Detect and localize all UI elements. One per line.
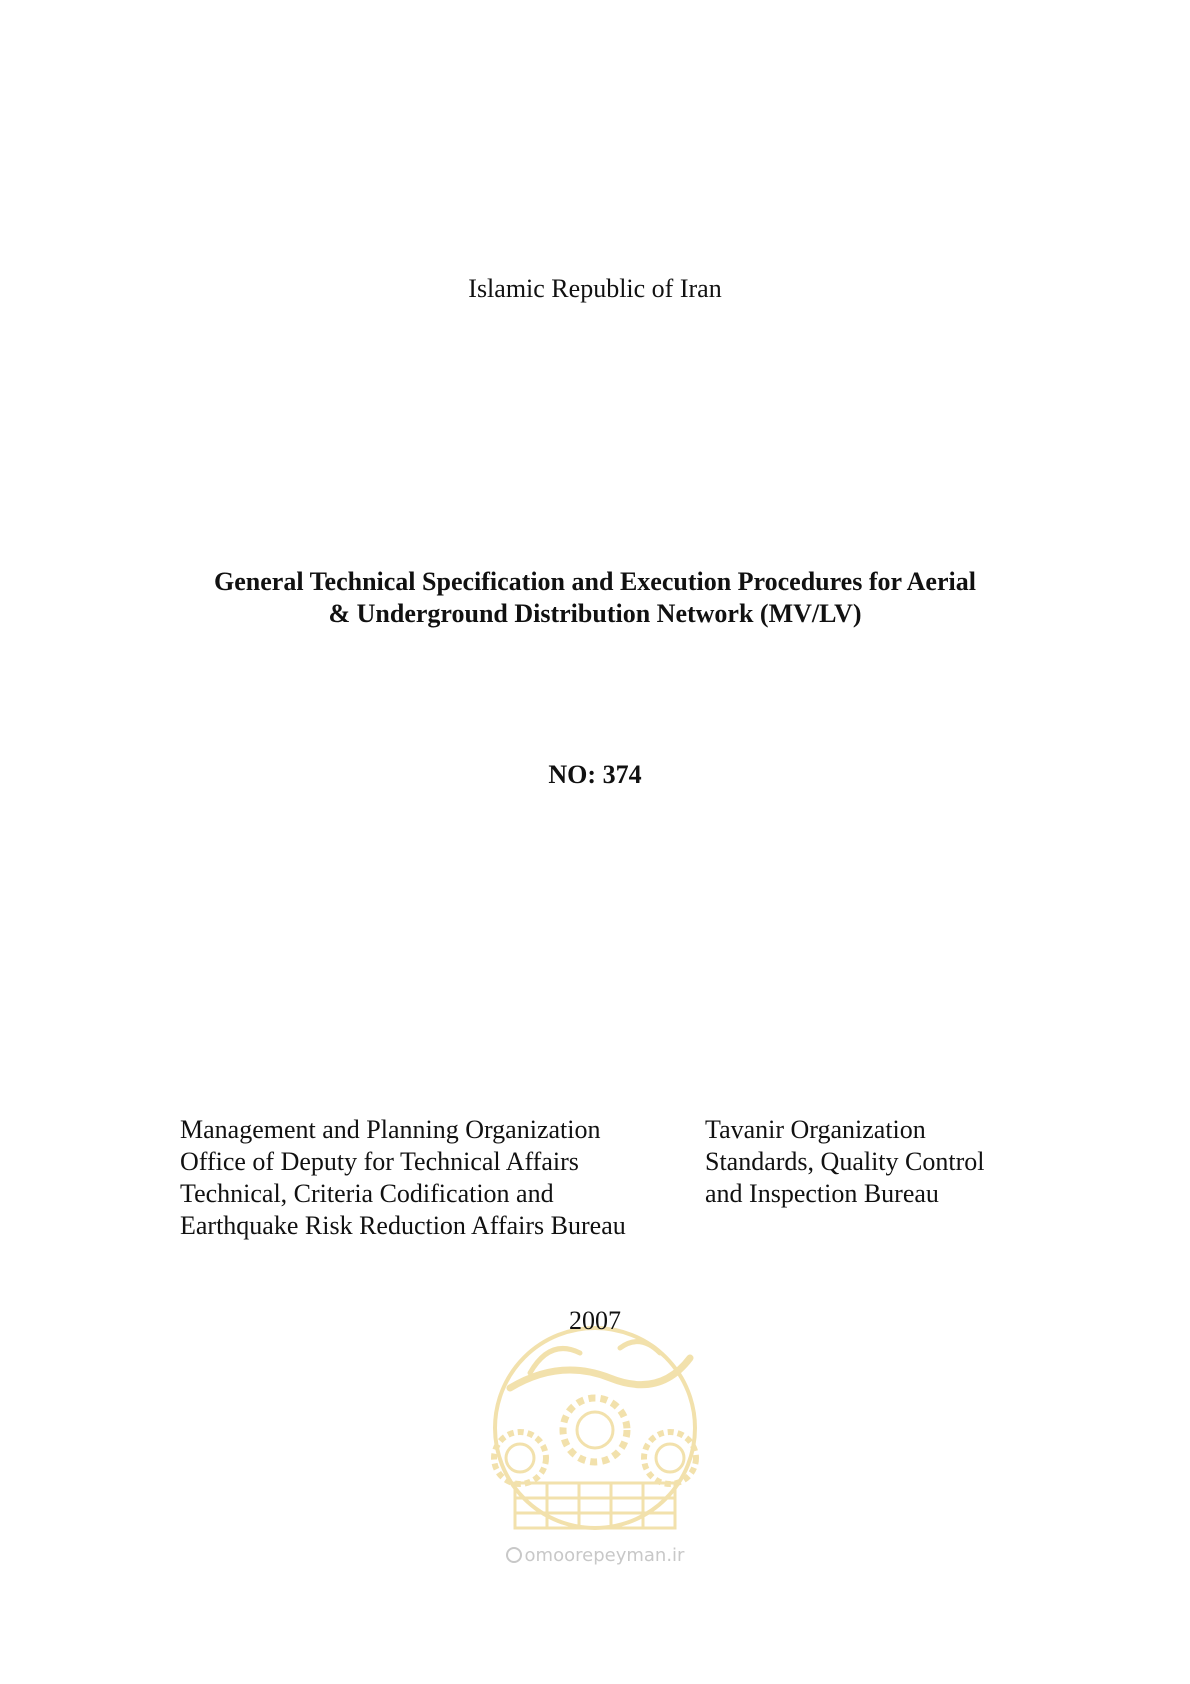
watermark-url-text: omoorepeyman.ir: [524, 1545, 685, 1566]
organization-left-block: [180, 1114, 700, 1242]
watermark-url: [0, 1545, 1190, 1566]
org-left-line-4: Earthquake Risk Reduction Affairs Bureau: [180, 1211, 626, 1240]
org-right-line-2: Standards, Quality Control: [705, 1147, 985, 1176]
document-number: NO: 374: [548, 760, 642, 789]
document-title: [160, 566, 1030, 630]
org-left-line-2: Office of Deputy for Technical Affairs: [180, 1147, 579, 1176]
organization-right-block: [705, 1114, 1065, 1210]
title-line-2: & Underground Distribution Network (MV/LV): [328, 599, 862, 628]
title-line-1: General Technical Specification and Execution Procedures for Aerial: [214, 567, 976, 596]
org-right-line-3: and Inspection Bureau: [705, 1179, 939, 1208]
watermark-logo: [470, 1318, 720, 1578]
org-left-line-3: Technical, Criteria Codification and: [180, 1179, 554, 1208]
globe-icon: [506, 1547, 522, 1563]
country-heading: Islamic Republic of Iran: [468, 274, 722, 303]
publication-year: 2007: [569, 1306, 621, 1335]
org-right-line-1: Tavanir Organization: [705, 1115, 926, 1144]
org-left-line-1: Management and Planning Organization: [180, 1115, 601, 1144]
